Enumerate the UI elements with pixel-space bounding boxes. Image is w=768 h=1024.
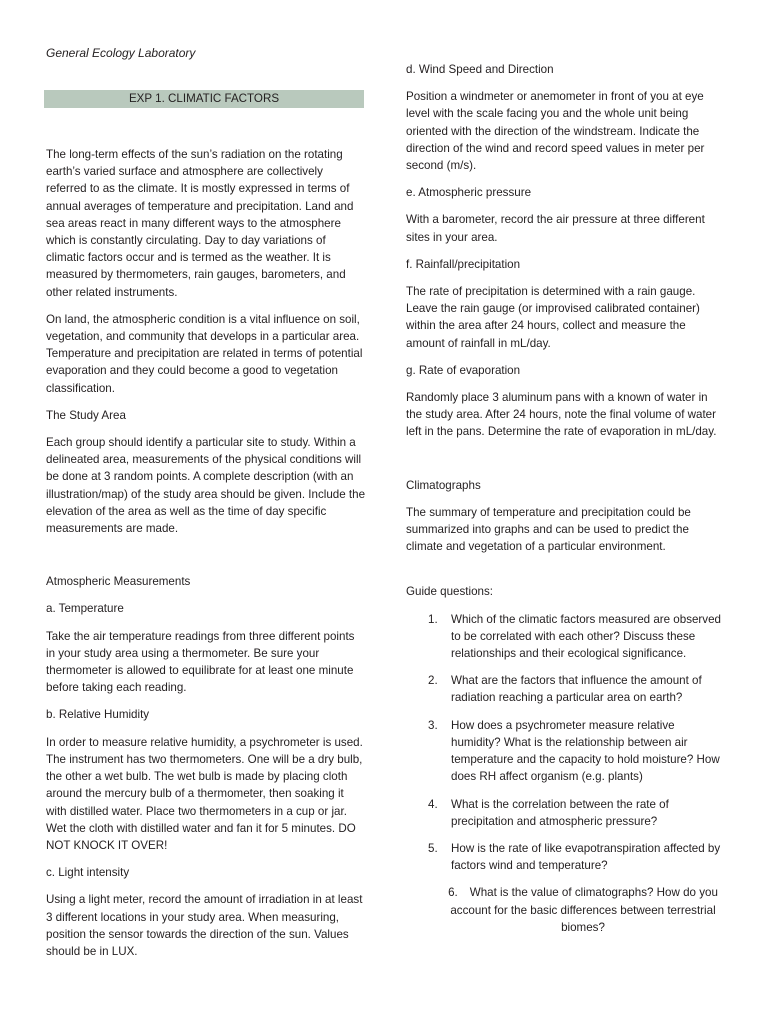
guide-question — [406, 840, 726, 874]
question-text: How is the rate of like evapotranspiration affected by factors wind and temperature? — [451, 841, 721, 873]
wind-text: Position a windmeter or anemometer in front of you at eye level with the scale facing you and the whole unit being oriented with the direction of the windstream. Indicate the direction of the wind and record speed values in meter per second (m/s). — [406, 90, 705, 173]
climatographs-heading: Climatographs — [406, 478, 481, 492]
wind-heading: d. Wind Speed and Direction — [406, 63, 554, 76]
left-column — [46, 146, 366, 970]
rainfall-text: The rate of precipitation is determined with a rain gauge. Leave the rain gauge (or improvised calibrated container) within the area after 24 hours, collect and measure the amount of rainfall in mL/day. — [406, 285, 700, 350]
evaporation-heading: g. Rate of evaporation — [406, 363, 521, 377]
question-number: 1. — [428, 612, 438, 626]
guide-question — [406, 796, 726, 830]
pressure-heading: e. Atmospheric pressure — [406, 186, 532, 200]
climatographs-text: The summary of temperature and precipitation could be summarized into graphs and can be used to predict the climate and vegetation of a particular environment. — [406, 505, 691, 554]
intro-paragraph-2: On land, the atmospheric condition is a vital influence on soil, vegetation, and community that develops in a particular area. Temperature and precipitation are related in terms of potential evaporation and they could become a good to vegetation classification. — [46, 312, 363, 395]
atmospheric-measurements-heading: Atmospheric Measurements — [46, 575, 191, 589]
light-intensity-text: Using a light meter, record the amount of irradiation in at least 3 different locations in your study area. When measuring, position the sensor towards the direction of the sun. Values should be in LUX. — [46, 893, 363, 958]
guide-questions-heading: Guide questions: — [406, 585, 494, 599]
guide-question — [406, 672, 726, 706]
experiment-title: EXP 1. CLIMATIC FACTORS — [44, 90, 364, 108]
question-number: 6. — [448, 886, 458, 900]
temperature-text: Take the air temperature readings from three different points in your study area using a thermometer. Be sure your thermometer is allowed to equilibrate for at least one minute before taking each reading. — [46, 629, 355, 695]
relative-humidity-heading: b. Relative Humidity — [46, 708, 150, 722]
question-text: Which of the climatic factors measured are observed to be correlated with each other? Discuss these relationships and their ecological significance. — [451, 612, 721, 661]
rainfall-heading: f. Rainfall/precipitation — [406, 257, 521, 271]
question-number: 4. — [428, 797, 438, 811]
question-text: How does a psychrometer measure relative humidity? What is the relationship between air temperature and the capacity to hold moisture? How does RH affect organism (e.g. plants) — [451, 718, 720, 784]
evaporation-text: Randomly place 3 aluminum pans with a known of water in the study area. After 24 hours, note the final volume of water left in the pans. Determine the rate of evaporation in mL/day. — [406, 391, 717, 439]
study-area-heading: The Study Area — [46, 408, 126, 422]
relative-humidity-text: In order to measure relative humidity, a psychrometer is used. The instrument has two thermometers. One will be a dry bulb, the other a wet bulb. The wet bulb is made by placing cloth around the mercury bulb of a thermometer, then soaking it with distilled water. Place two thermometers in a cup or jar. Wet the cloth with distilled water and fan it for 5 minutes. DO NOT KNOCK IT OVER! — [46, 735, 363, 852]
study-area-text: Each group should identify a particular site to study. Within a delineated area, measurements of the physical conditions will be done at 3 random points. A complete description (with an illustration/map) of the study area should be given. Include the elevation of the area as well as the time of day specific measurements are made. — [46, 436, 366, 536]
guide-questions-list — [406, 611, 726, 936]
question-text: What is the value of climatographs? How do you account for the basic differences between terrestrial biomes? — [450, 886, 718, 934]
guide-question — [406, 717, 726, 786]
guide-question — [406, 884, 726, 936]
temperature-heading: a. Temperature — [46, 602, 124, 616]
question-number: 2. — [428, 674, 438, 688]
pressure-text: With a barometer, record the air pressure at three different sites in your area. — [406, 213, 705, 244]
intro-paragraph-1: The long-term effects of the sun’s radiation on the rotating earth’s varied surface and atmosphere are collectively referred to as the climate. It is mostly expressed in terms of annual averages of temperature and precipitation. Land and sea areas react in many different ways to the atmosphere which is constantly circulating. Day to day variations of climatic factors occur and is termed as the weather. It is measured by thermometers, rain gauges, barometers, and other related instruments. — [46, 148, 354, 299]
light-intensity-heading: c. Light intensity — [46, 866, 130, 880]
question-number: 3. — [428, 718, 438, 732]
question-text: What is the correlation between the rate of precipitation and atmospheric pressure? — [451, 797, 669, 828]
lab-header: General Ecology Laboratory — [46, 46, 196, 60]
question-text: What are the factors that influence the amount of radiation reaching a particular area on earth? — [451, 674, 702, 705]
guide-question — [406, 611, 726, 663]
question-number: 5. — [428, 841, 438, 855]
right-column — [406, 61, 726, 946]
